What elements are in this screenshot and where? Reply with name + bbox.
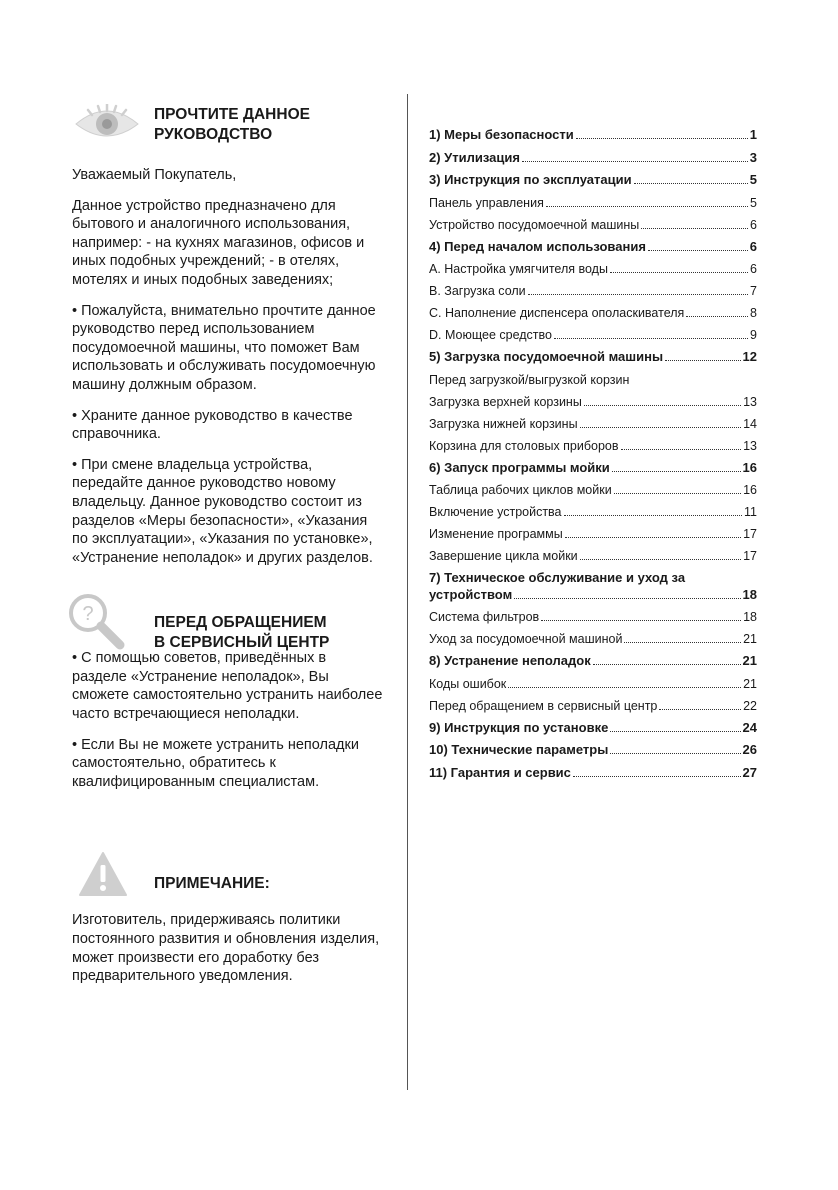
toc-leader-dots	[514, 597, 740, 599]
svg-text:?: ?	[82, 603, 94, 626]
toc-item	[429, 417, 757, 432]
toc-leader-dots	[686, 315, 748, 317]
toc-item	[429, 218, 757, 233]
toc-leader-dots	[522, 160, 748, 162]
troubleshooting-tips-paragraph: • С помощью советов, приведённых в разделе «Устранение неполадок», Вы сможете самостоятельно устранить наиболее часто встречающиеся неполадки.	[72, 650, 383, 723]
toc-page-number: 6	[750, 262, 757, 276]
toc-leader-dots	[580, 558, 741, 560]
toc-label: Панель управления	[429, 195, 544, 210]
toc-label: 5) Загрузка посудомоечной машины	[429, 349, 664, 364]
toc-section-title	[429, 766, 757, 781]
toc-section	[429, 173, 757, 232]
toc-item	[429, 632, 757, 647]
toc-section	[429, 350, 757, 453]
toc-label: D. Моющее средство	[429, 328, 552, 342]
toc-leader-dots	[624, 641, 741, 643]
toc-leader-dots	[565, 536, 741, 538]
toc-page-number: 27	[742, 764, 757, 780]
toc-page-number: 7	[750, 284, 757, 298]
service-title: ПЕРЕД ОБРАЩЕНИЕМ В СЕРВИСНЫЙ ЦЕНТР	[154, 614, 330, 652]
toc-item	[429, 439, 757, 454]
toc-page-number: 6	[749, 238, 757, 254]
toc-section	[429, 151, 757, 166]
toc-item	[429, 549, 757, 564]
toc-leader-dots	[614, 492, 741, 494]
toc-label: Включение устройства	[429, 505, 562, 519]
toc-leader-dots	[610, 730, 740, 732]
note-header	[72, 851, 384, 911]
toc-item	[429, 328, 757, 343]
toc-leader-dots	[564, 514, 743, 516]
toc-item	[429, 373, 757, 388]
toc-leader-dots	[612, 470, 741, 472]
toc-label: A. Настройка умягчителя воды	[429, 262, 608, 276]
toc-item	[429, 306, 757, 321]
toc-page-number: 3	[749, 149, 757, 165]
toc-page-number: 21	[743, 632, 757, 646]
toc-leader-dots	[541, 619, 741, 621]
toc-label: 2) Утилизация	[429, 149, 520, 165]
greeting: Уважаемый Покупатель,	[72, 167, 237, 183]
contact-specialists-paragraph: • Если Вы не можете устранить неполадки самостоятельно, обратитесь к квалифицированным специалистам.	[72, 736, 359, 790]
toc-page-number: 13	[743, 394, 757, 409]
column-divider	[407, 94, 408, 1090]
toc-section	[429, 743, 757, 758]
toc-label: Перед загрузкой/выгрузкой корзин	[429, 372, 630, 387]
toc-section-title	[429, 721, 757, 736]
toc-section	[429, 766, 757, 781]
read-carefully-paragraph: • Пожалуйста, внимательно прочтите данное руководство перед использованием посудомоечной машины, что поможет Вам использовать и обслуживать посудомоечную машину должным образом.	[72, 302, 376, 393]
toc-label: 6) Запуск программы мойки	[429, 459, 610, 475]
toc-page-number: 21	[742, 653, 757, 668]
toc-section	[429, 240, 757, 343]
toc-label: Уход за посудомоечной машиной	[429, 632, 623, 646]
toc-page-number: 12	[742, 349, 757, 364]
toc-leader-dots	[621, 448, 742, 450]
toc-page-number: 5	[750, 195, 757, 210]
toc-page-number: 9	[750, 328, 757, 342]
toc-label: 8) Устранение неполадок	[429, 653, 591, 668]
toc-item	[429, 284, 757, 299]
table-of-contents	[429, 128, 757, 788]
toc-page-number: 14	[743, 416, 757, 431]
toc-item	[429, 395, 757, 410]
toc-item	[429, 262, 757, 277]
toc-page-number: 22	[743, 698, 757, 713]
toc-label: Завершение цикла мойки	[429, 549, 578, 563]
toc-page-number: 11	[744, 505, 757, 519]
change-owner-paragraph: • При смене владельца устройства, передайте данное руководство новому владельцу. Данное руководство состоит из разделов «Меры безопасности», «Указания по эксплуатации», «Указания по установке», «Устранение неполадок» и других разделов.	[72, 456, 373, 566]
toc-section-title	[429, 743, 757, 758]
toc-page-number: 26	[742, 742, 757, 757]
toc-page-number: 16	[742, 459, 757, 475]
toc-page-number: 16	[743, 483, 757, 497]
toc-page-number: 13	[743, 438, 757, 453]
toc-leader-dots	[641, 227, 748, 229]
toc-label: Перед обращением в сервисный центр	[429, 698, 658, 713]
warning-icon	[78, 851, 128, 902]
toc-label: Коды ошибок	[429, 676, 507, 691]
magnifier-question-icon	[66, 591, 128, 658]
toc-page-number: 8	[750, 306, 757, 320]
left-column	[72, 100, 384, 998]
toc-item	[429, 483, 757, 498]
read-manual-title: ПРОЧТИТЕ ДАННОЕ РУКОВОДСТВО	[154, 106, 310, 143]
toc-section-title-cont	[429, 588, 757, 603]
toc-leader-dots	[508, 686, 741, 688]
toc-section-title	[429, 151, 757, 166]
toc-page-number: 24	[742, 719, 757, 735]
toc-leader-dots	[554, 337, 748, 339]
note-text: Изготовитель, придерживаясь политики постоянного развития и обновления изделия, может произвести его доработку без предварительного уведомления.	[72, 912, 380, 985]
toc-section-title	[429, 571, 757, 586]
toc-section-title	[429, 240, 757, 255]
toc-label: 1) Меры безопасности	[429, 127, 574, 142]
toc-leader-dots	[528, 293, 748, 295]
toc-page-number: 6	[750, 217, 757, 232]
toc-leader-dots	[593, 663, 741, 665]
toc-label: Изменение программы	[429, 527, 563, 541]
keep-manual-paragraph: • Храните данное руководство в качестве справочника.	[72, 407, 353, 443]
toc-label: 4) Перед началом использования	[429, 238, 646, 254]
toc-page-number: 5	[749, 172, 757, 187]
toc-section-title	[429, 461, 757, 476]
toc-label: 7) Техническое обслуживание и уход за	[429, 570, 686, 585]
toc-page-number: 17	[743, 527, 757, 541]
toc-leader-dots	[659, 708, 741, 710]
toc-leader-dots	[576, 137, 748, 139]
toc-label: C. Наполнение диспенсера ополаскивателя	[429, 306, 685, 320]
toc-label: 9) Инструкция по установке	[429, 719, 609, 735]
toc-section	[429, 128, 757, 143]
note-title: ПРИМЕЧАНИЕ:	[154, 875, 270, 893]
toc-label: Устройство посудомоечной машины	[429, 217, 640, 232]
toc-leader-dots	[580, 426, 742, 428]
toc-item	[429, 677, 757, 692]
toc-leader-dots	[665, 359, 740, 361]
toc-item	[429, 610, 757, 625]
toc-label: Загрузка нижней корзины	[429, 416, 578, 431]
toc-section-title	[429, 173, 757, 188]
toc-item	[429, 196, 757, 211]
toc-section-title	[429, 350, 757, 365]
toc-label: 10) Технические параметры	[429, 742, 609, 757]
toc-section-title	[429, 654, 757, 669]
toc-leader-dots	[546, 205, 748, 207]
toc-leader-dots	[610, 271, 748, 273]
toc-section	[429, 571, 757, 647]
toc-item	[429, 699, 757, 714]
toc-page-number: 18	[742, 586, 757, 602]
read-manual-header	[72, 100, 384, 152]
toc-page-number: 1	[749, 127, 757, 142]
toc-section	[429, 461, 757, 564]
eye-icon	[74, 104, 140, 149]
toc-label: Загрузка верхней корзины	[429, 394, 582, 409]
toc-item	[429, 505, 757, 520]
toc-page-number: 21	[743, 676, 757, 691]
toc-section	[429, 654, 757, 713]
toc-leader-dots	[648, 249, 748, 251]
toc-leader-dots	[634, 182, 748, 184]
toc-label: Таблица рабочих циклов мойки	[429, 483, 612, 497]
toc-label: 11) Гарантия и сервис	[429, 764, 571, 780]
toc-section-title	[429, 128, 757, 143]
toc-section	[429, 721, 757, 736]
intro-paragraph: Данное устройство предназначено для бытового и аналогичного использования, например: - на кухнях магазинов, офисов и иных подобных учреждений; - в отелях, мотелях и иных подобных заведениях;	[72, 197, 365, 288]
toc-label: устройством	[429, 586, 513, 602]
toc-item	[429, 527, 757, 542]
toc-leader-dots	[584, 404, 741, 406]
service-header	[72, 591, 384, 652]
toc-label: B. Загрузка соли	[429, 284, 526, 298]
toc-page-number: 18	[743, 610, 757, 624]
toc-leader-dots	[610, 752, 740, 754]
toc-label: Система фильтров	[429, 610, 540, 624]
toc-leader-dots	[573, 775, 741, 777]
toc-label: 3) Инструкция по эксплуатации	[429, 172, 632, 187]
toc-page-number: 17	[743, 549, 757, 563]
toc-label: Корзина для столовых приборов	[429, 438, 619, 453]
